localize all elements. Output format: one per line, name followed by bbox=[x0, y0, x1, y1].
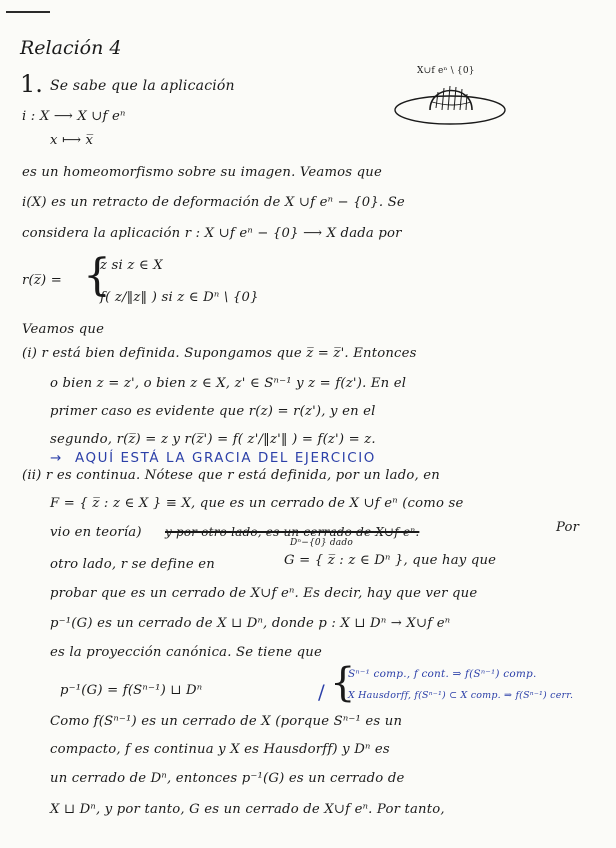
line-10: primer caso es evidente que r(z) = r(z'), y en el bbox=[50, 404, 376, 419]
page-title: Relación 4 bbox=[20, 37, 122, 59]
line-22: compacto, f es continua y X es Hausdorff) y Dⁿ es bbox=[50, 742, 390, 757]
line-5: i(X) es un retracto de deformación de X ∪f eⁿ − {0}. Se bbox=[22, 195, 405, 210]
line-11: segundo, r(z̅) = z y r(z̅') = f( z'/‖z'‖ ) = f(z') = z. bbox=[50, 432, 376, 447]
r-case-2: f( z/‖z‖ ) si z ∈ Dⁿ \ {0} bbox=[100, 290, 259, 305]
highlight-arrow: → bbox=[50, 451, 63, 466]
r-case-1: z si z ∈ X bbox=[100, 258, 163, 273]
line-17: probar que es un cerrado de X∪f eⁿ. Es decir, hay que ver que bbox=[50, 586, 478, 601]
disk-attachment-sketch bbox=[392, 80, 512, 130]
highlight-note: AQUÍ ESTÁ LA GRACIA DEL EJERCICIO bbox=[75, 451, 376, 466]
exercise-number: 1. bbox=[20, 70, 43, 98]
side-note-slash: / bbox=[318, 680, 325, 704]
line-24: X ⊔ Dⁿ, y por tanto, G es un cerrado de X∪f eⁿ. Por tanto, bbox=[50, 802, 445, 817]
piecewise-brace: { bbox=[83, 250, 111, 301]
side-note-brace: { bbox=[330, 660, 356, 706]
line-21: Como f(Sⁿ⁻¹) es un cerrado de X (porque Sⁿ⁻¹ es un bbox=[50, 714, 403, 729]
line-23: un cerrado de Dⁿ, entonces p⁻¹(G) es un cerrado de bbox=[50, 771, 405, 786]
line-3: x ⟼ x̅ bbox=[50, 133, 94, 148]
line-18: p⁻¹(G) es un cerrado de X ⊔ Dⁿ, donde p : X ⊔ Dⁿ → X∪f eⁿ bbox=[50, 616, 451, 631]
line-15-struck: y por otro lado, es un cerrado de X∪f eⁿ. bbox=[165, 525, 420, 539]
line-13: (ii) r es continua. Nótese que r está definida, por un lado, en bbox=[22, 468, 440, 483]
line-16-superscript: Dⁿ−{0} dado bbox=[290, 538, 353, 548]
line-20: p⁻¹(G) = f(Sⁿ⁻¹) ⊔ Dⁿ bbox=[60, 683, 203, 698]
line-8: (i) r está bien definida. Supongamos que z̅ = z̅'. Entonces bbox=[22, 346, 417, 361]
line-9: o bien z = z', o bien z ∈ X, z' ∈ Sⁿ⁻¹ y z = f(z'). En el bbox=[50, 376, 407, 391]
line-7: Veamos que bbox=[22, 322, 105, 337]
line-6: considera la aplicación r : X ∪f eⁿ − {0} ⟶ X dada por bbox=[22, 226, 402, 241]
side-note-1: Sⁿ⁻¹ comp., f cont. ⇒ f(Sⁿ⁻¹) comp. bbox=[348, 668, 537, 680]
line-14: F = { z̅ : z ∈ X } ≡ X, que es un cerrado de X ∪f eⁿ (como se bbox=[50, 496, 464, 511]
side-note-2: X Hausdorff, f(Sⁿ⁻¹) ⊂ X comp. ⇒ f(Sⁿ⁻¹) cerr. bbox=[348, 690, 574, 701]
line-15a: vio en teoría) bbox=[50, 525, 142, 540]
line-19: es la proyección canónica. Se tiene que bbox=[50, 645, 322, 660]
line-16b: G = { z̅ : z ∈ Dⁿ }, que hay que bbox=[284, 553, 497, 568]
r-definition-lhs: r(z̅) = bbox=[22, 273, 62, 288]
sketch-label: X∪f eⁿ \ {0} bbox=[417, 66, 475, 76]
line-1: Se sabe que la aplicación bbox=[50, 78, 235, 94]
line-4: es un homeomorfismo sobre su imagen. Veamos que bbox=[22, 165, 383, 180]
top-rule bbox=[6, 11, 50, 13]
line-15c: Por bbox=[556, 520, 580, 535]
line-16a: otro lado, r se define en bbox=[50, 557, 215, 572]
line-2: i : X ⟶ X ∪f eⁿ bbox=[22, 109, 126, 124]
